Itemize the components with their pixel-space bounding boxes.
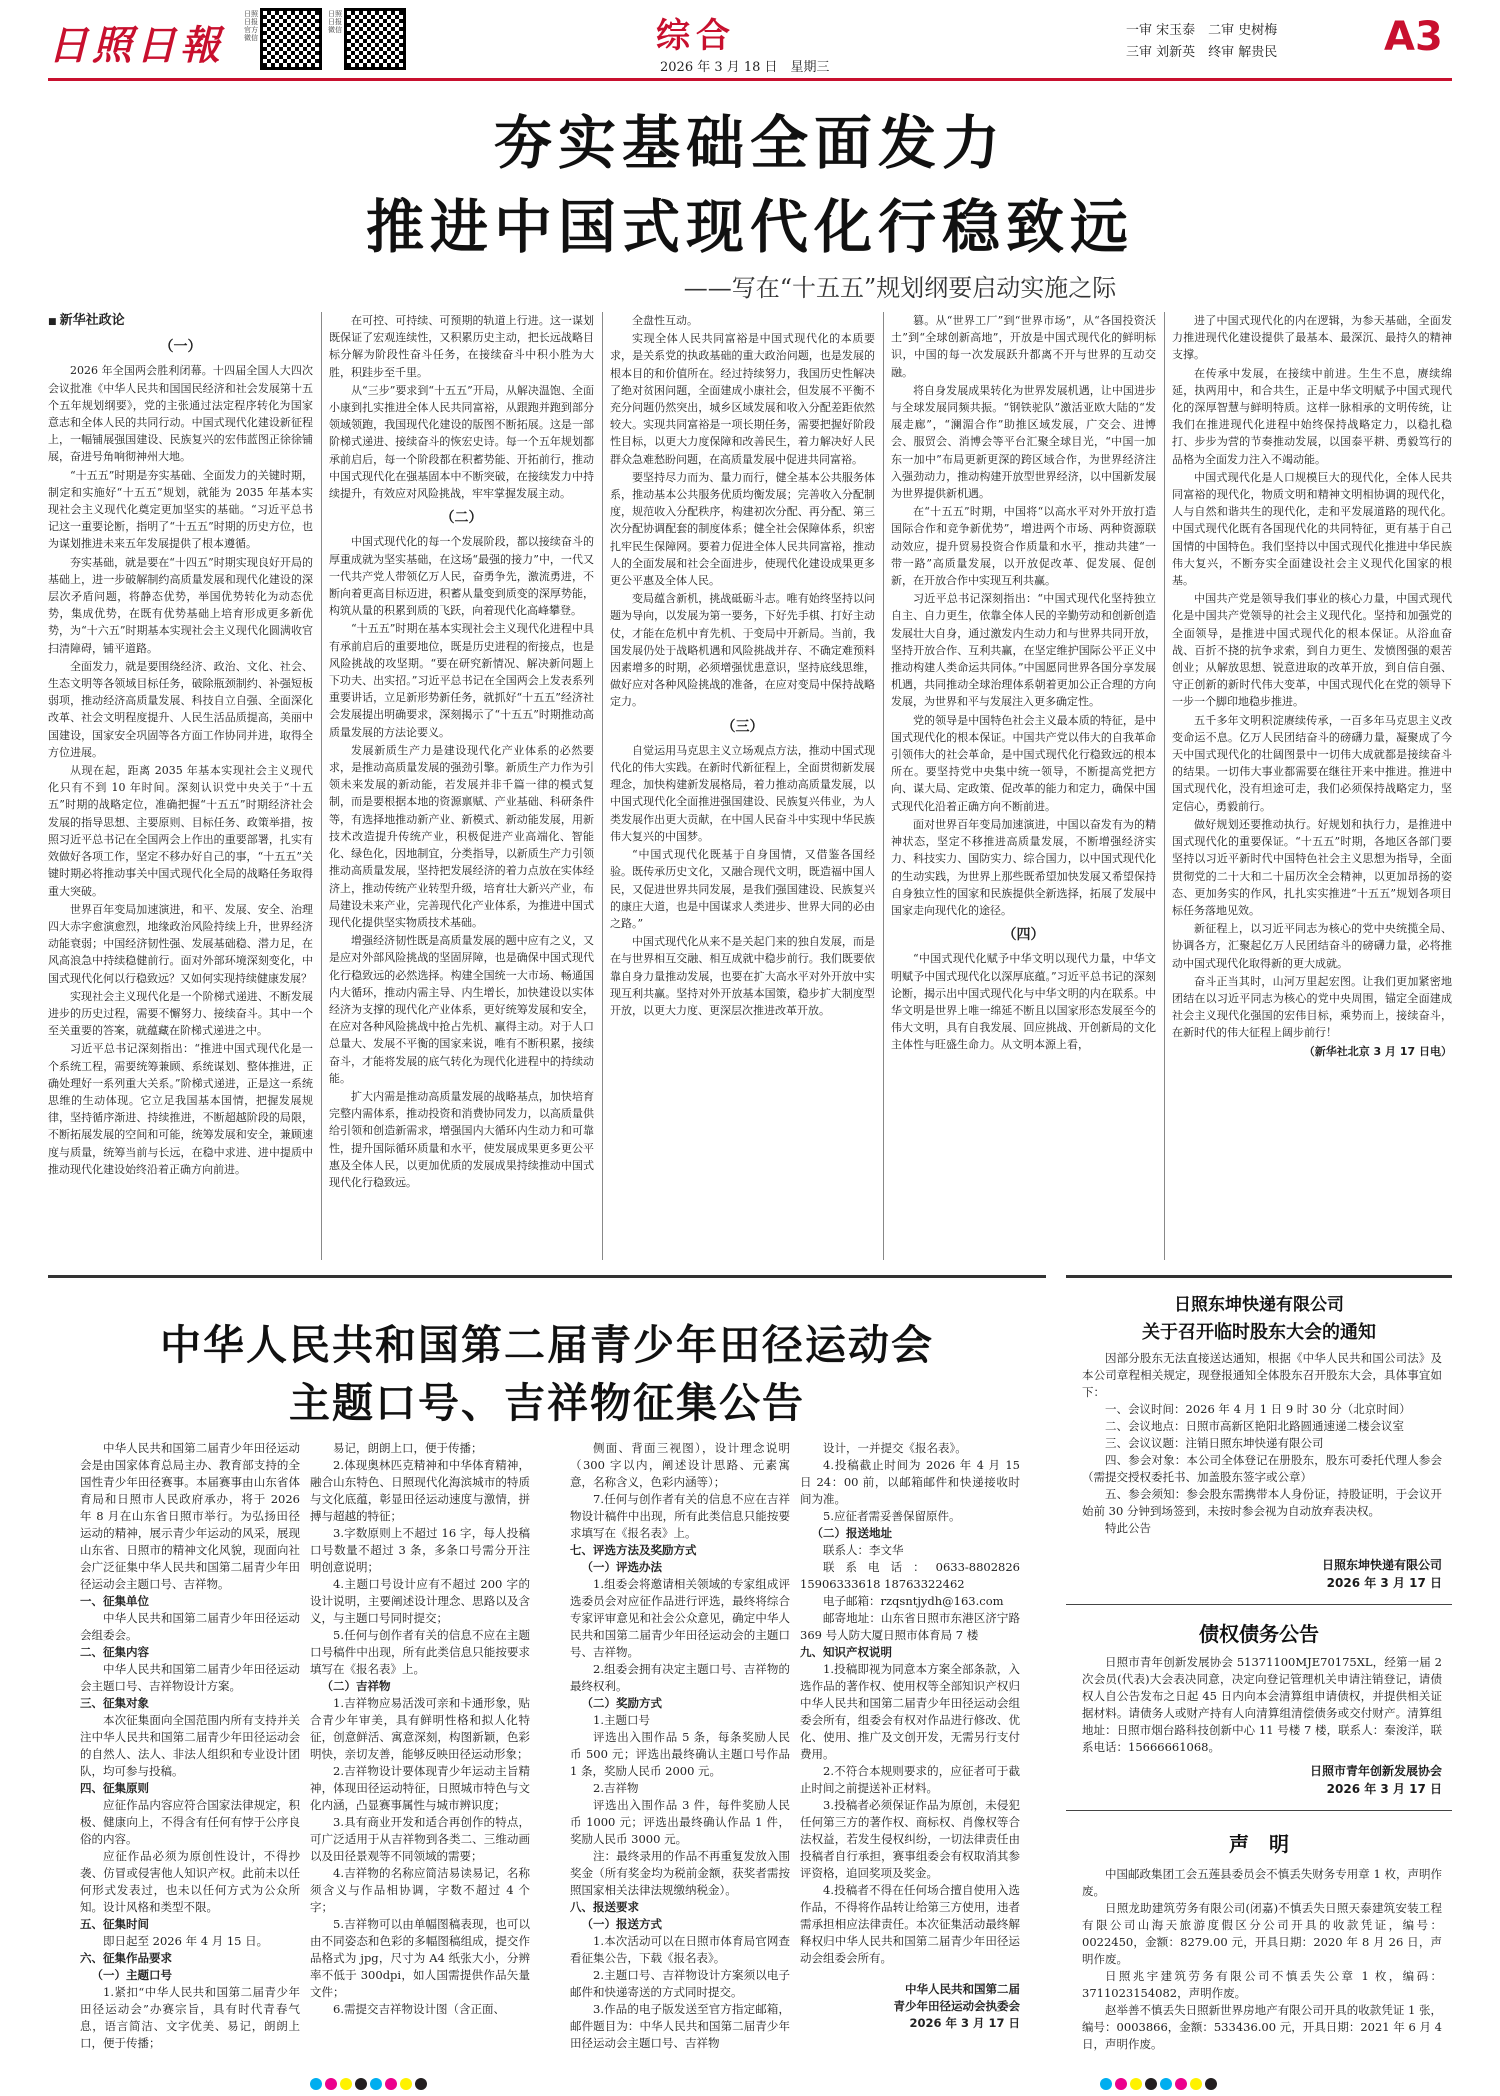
notice-paragraph: 一、会议时间：2026 年 4 月 1 日 9 时 30 分（北京时间）: [1105, 1402, 1411, 1416]
section-heading: （二）: [440, 510, 483, 527]
announcement-title: 主题口号、吉祥物征集公告: [289, 1379, 805, 1427]
notice-paragraph: 三、会议议题：注销日照东坤快递有限公司: [1105, 1436, 1324, 1450]
article-paragraph: 党的领导是中国特色社会主义最本质的特征，是中国式现代化的根本保证。中国共产党以伟大的自我革命引领伟大的社会革命，是中国式现代化行稳致远的根本所在。要坚持党中央集中统一领导，不断提高党把方向、谋大局、定政策、促改革的能力和定力，确保中国式现代化沿着正确方向不断前进。: [891, 713, 1156, 813]
announcement-paragraph: 即日起至 2026 年 4 月 15 日。: [103, 1934, 269, 1948]
signature: 日照市青年创新发展协会: [1309, 1764, 1442, 1778]
announcement-paragraph: 侧面、背面三视图），设计理念说明（300 字以内，阐述设计思路、元素寓意，名称含义，色彩内涵等）；: [570, 1441, 790, 1489]
byline: ■ 新华社政论: [48, 312, 313, 331]
editors-line: 一审 宋玉泰 二审 史树梅: [1126, 23, 1278, 38]
announcement-column: [80, 1440, 300, 2060]
announcement-heading: （二）奖励方式: [581, 1696, 662, 1710]
announcement-paragraph: 电子邮箱：rzqsntjydh@163.com: [823, 1594, 1004, 1608]
article-paragraph: 发展新质生产力是建设现代化产业体系的必然要求，是推动高质量发展的强劲引擎。新质生产力作为引领未来发展的新动能，若发展并非千篇一律的模式复制，而是要根据本地的资源禀赋、产业基础、科研条件等，有选择地推动新产业、新模式、新动能发展，用新技术改造提升传统产业，积极促进产业高端化、智能化、绿色化，因地制宜，分类指导，以新质生产力引领推动高质量发展，坚持把发展经济的着力点放在实体经济上，推动传统产业转型升级，培育壮大新兴产业，布局建设未来产业，完善现代化产业体系，为推进中国式现代化提供坚实物质技术基础。: [329, 743, 594, 929]
article-paragraph: 习近平总书记深刻指出：“中国式现代化坚持独立自主、自力更生，依靠全体人民的辛勤劳动和创新创造发展壮大自身，通过激发内生动力和与世界共同开放，坚持开放合作、互利共赢，在坚定维护国际公平正义中推动构建人类命运共同体。”中国愿同世界各国分享发展机遇，共同推动全球治理体系朝着更加公正合理的方向发展，为世界和平与发展注入更多确定性。: [891, 592, 1156, 709]
registration-dot: [1190, 2078, 1202, 2090]
announcement-paragraph: 4.吉祥物的名称应简洁易读易记，名称须含义与作品相协调，字数不超过 4 个字；: [310, 1866, 530, 1914]
announcement-heading: （二）吉祥物: [321, 1679, 391, 1693]
announcement-title: 中华人民共和国第二届青少年田径运动会: [160, 1321, 934, 1369]
announcement-paragraph: 5.任何与创作者有关的信息不应在主题口号稿件中出现，所有此类信息只能按要求填写在《报名表》上。: [310, 1628, 530, 1676]
color-registration-bar: [310, 2078, 427, 2090]
announcement-heading: 七、评选方法及奖励方式: [570, 1543, 697, 1557]
article-paragraph: 从现在起，距离 2035 年基本实现社会主义现代化只有不到 10 年时间。深刻认识党中央关于“十五五”时期的战略定位，准确把握“十五五”时期经济社会发展的指导思想、主要原则、目标任务、政策举措，按照习近平总书记在全国两会上作出的重要部署，扎实有效做好各项工作，坚定不移办好自己的事，“十五五”关键时期必将推动事关中国式现代化全局的战略任务取得重大突破。: [48, 764, 313, 898]
newspaper-logo: 日照日報: [48, 22, 224, 69]
registration-dot: [340, 2078, 352, 2090]
article-paragraph: 在传承中发展，在接续中前进。生生不息，赓续绵延，执两用中，和合共生，正是中华文明赋予中国式现代化的深厚智慧与鲜明特质。这样一脉相承的文明传统，让我们在推进现代化进程中始终保持战略定力，以稳扎稳打、步步为营的节奏推动发展，以国泰平耕、勇毅笃行的品格为全面发力注入不竭动能。: [1172, 366, 1452, 466]
article-paragraph: “十五五”时期是夯实基础、全面发力的关键时期，制定和实施好“十五五”规划，就能为 2035 年基本实现社会主义现代化奠定更加坚实的基础。“习近平总书记这一重要论断，指明了“十五五”时期的历史方位，也为谋划推进未来五年发展提供了根本遵循。: [48, 468, 313, 551]
announcement-column: [800, 1440, 1020, 2060]
announcement-paragraph: 易记，朗朗上口，便于传播；: [333, 1441, 483, 1455]
section-name: 综合: [656, 16, 736, 56]
signature: 中华人民共和国第二届: [905, 1982, 1020, 1996]
announcement-paragraph: 2.体现奥林匹克精神和中华体育精神，融合山东特色、日照现代化海滨城市的特质与文化底蕴，彰显田径运动速度与激情，拼搏与超越的特征；: [310, 1458, 530, 1523]
article-paragraph: 中国式现代化是人口规模巨大的现代化，全体人民共同富裕的现代化，物质文明和精神文明相协调的现代化，人与自然和谐共生的现代化，走和平发展道路的现代化。中国式现代化既有各国现代化的共同特征，更有基于自己国情的中国特色。我们坚持以中国式现代化推进中华民族伟大复兴，不断夯实全面建设社会主义现代化国家的根基。: [1172, 470, 1452, 588]
signature-date: 2026 年 3 月 17 日: [1326, 1782, 1442, 1796]
article-paragraph: 从“三步”要求到“十五五”开局，从解决温饱、全面小康到扎实推进全体人民共同富裕，从跟跑并跑到部分领域领跑，我国现代化建设的版图不断拓展。这是一部阶梯式递进、接续奋斗的恢宏史诗。每一个五年规划都承前启后，每一个阶段都在积蓄势能、开拓前行，推动中国式现代化在强基固本中不断突破，在接续发力中持续提升，有效应对风险挑战，牢牢掌握发展主动。: [329, 383, 594, 501]
color-registration-bar: [1100, 2078, 1217, 2090]
announcement-paragraph: 1.主题口号: [593, 1713, 650, 1727]
registration-dot: [1205, 2078, 1217, 2090]
article-paragraph: 奋斗正当其时，山河万里起宏图。让我们更加紧密地团结在以习近平同志为核心的党中央周围，锚定全面建成社会主义现代化强国的宏伟目标，乘势而上，接续奋斗，在新时代的伟大征程上阔步前行！: [1172, 974, 1452, 1040]
announcement-paragraph: 2.吉祥物设计要体现青少年运动主旨精神，体现田径运动特征，日照城市特色与文化内涵，凸显赛事属性与城市辨识度；: [310, 1764, 530, 1812]
announcement-paragraph: 3.字数原则上不超过 16 字，每人投稿口号数量不超过 3 条，多条口号需分开注明创意说明；: [310, 1526, 530, 1574]
announcement-column: [310, 1440, 530, 2060]
article-paragraph: 将自身发展成果转化为世界发展机遇，让中国进步与全球发展同频共振。“钢铁驼队”激活亚欧大陆的“发展走廊”，“澜湄合作”助推区域发展，广交会、进博会、服贸会、消博会等平台汇聚全球目光，“中国一加东一加中”布局更新更深的跨区域合作，为世界经济注入强劲动力，推动构建开放型世界经济，以中国新发展为世界提供新机遇。: [891, 383, 1156, 501]
announcement-heading: （一）主题口号: [91, 1968, 172, 1982]
notice-paragraph: 特此公告: [1105, 1521, 1151, 1535]
notice-paragraph: 赵举善不慎丢失日照新世界房地产有限公司开具的收款凭证 1 张，编号：0003866，金额：533436.00 元，开具日期：2021 年 6 月 4 日，声明作废。: [1082, 2003, 1442, 2051]
section-heading: （四）: [1002, 927, 1045, 944]
announcement-paragraph: 2.主题口号、吉祥物设计方案须以电子邮件和快递寄送的方式同时提交。: [570, 1968, 790, 1999]
notice-body: [1082, 1866, 1442, 2066]
announcement-paragraph: 评选出入围作品 3 件，每件奖励人民币 1000 元；评选出最终确认作品 1 件，奖励人民币 3000 元。: [570, 1798, 790, 1846]
article-subtitle: ——写在“十五五”规划纲要启动实施之际: [683, 274, 1117, 302]
section-heading: （三）: [721, 718, 764, 735]
notice-company: 日照东坤快递有限公司: [1174, 1295, 1344, 1315]
announcement-paragraph: 4.投稿者不得在任何场合擅自使用入选作品，不得将作品转让给第三方使用，违者需承担相应法律责任。本次征集活动最终解释权归中华人民共和国第二届青少年田径运动会组委会所有。: [800, 1883, 1020, 1965]
announcement-heading: 八、报送要求: [570, 1900, 639, 1914]
notice-title: 债权债务公告: [1199, 1622, 1319, 1646]
announcement-paragraph: 设计，一并提交《报名表》。: [823, 1441, 967, 1455]
announcement-heading: （一）报送方式: [581, 1917, 662, 1931]
article-paragraph: 增强经济韧性既是高质量发展的题中应有之义，又是应对外部风险挑战的坚固屏障，也是确保中国式现代化行稳致远的必然选择。构建全国统一大市场、畅通国内大循环，推动内需主导、内生增长，加快建设以实体经济为支撑的现代化产业体系，更好统筹发展和安全，在应对各种风险挑战中抢占先机、赢得主动。对于人口总量大、发展不平衡的国家来说，唯有不断积累，接续奋斗，才能将发展的底气转化为现代化进程中的持续动能。: [329, 934, 594, 1085]
article-paragraph: “十五五”时期在基本实现社会主义现代化进程中具有承前启后的重要地位，既是历史进程的衔接点，也是风险挑战的攻坚期。“要在研究新情况、解决新问题上下功夫、出实招。”习近平总书记在全国两会上发表系列重要讲话，立足新形势新任务，就抓好“十五五”经济社会发展提出明确要求，深刻揭示了“十五五”时期推动高质量发展的方法论要义。: [329, 622, 594, 739]
column-divider: [1164, 312, 1165, 1260]
announcement-paragraph: 1.吉祥物应易活泼可亲和卡通形象，贴合青少年审美，具有鲜明性格和拟人化特征，创意鲜活、寓意深刻，构图新颖，色彩明快，亲切友善，能够反映田径运动形象；: [310, 1696, 530, 1761]
announcement-paragraph: 联系电话：0633-8802826 15906333618 18763322462: [800, 1560, 1020, 1591]
article-paragraph: 要坚持尽力而为、量力而行，健全基本公共服务体系，推动基本公共服务优质均衡发展；完善收入分配制度，规范收入分配秩序，构建初次分配、再分配、第三次分配协调配套的制度体系；健全社会保障体系，织密扎牢民生保障网。要着力促进全体人民共同富裕，推动人的全面发展和社会全面进步，使现代化建设成果更多更公平惠及全体人民。: [610, 470, 875, 588]
article-paragraph: “中国式现代化赋予中华文明以现代力量，中华文明赋予中国式现代化以深厚底蕴。”习近平总书记的深刻论断，揭示出中国式现代化与中华文明的内在联系。中华文明是世界上唯一绵延不断且以国家形态发展至今的伟大文明，具有自我发展、回应挑战、开创新局的文化主体性与旺盛生命力。从文明本源上看，: [891, 952, 1156, 1052]
notice-signature: [1082, 1556, 1442, 1592]
notice-paragraph: 日照兆宇建筑劳务有限公司不慎丢失公章 1 枚，编码：3711023154082，声明作废。: [1082, 1969, 1442, 2000]
notice-signature: [1082, 1762, 1442, 1798]
article-paragraph: 篡。从“世界工厂”到“世界市场”，从“各国投资沃土”到“全球创新高地”，开放是中国式现代化的鲜明标识，中国的每一次发展跃升都离不开与世界的互动交融。: [891, 314, 1156, 379]
article-column: [48, 312, 313, 1260]
qr2-caption: 日照日报微信: [328, 10, 342, 34]
masthead: [0, 0, 1500, 80]
article-paragraph: 面对世界百年变局加速演进，中国以奋发有为的精神状态，坚定不移推进高质量发展，不断增强经济实力、科技实力、国防实力、综合国力，以中国式现代化的生动实践，为世界上那些既希望加快发展又希望保持自身独立性的国家和民族提供全新选择，拓展了发展中国家走向现代化的途径。: [891, 817, 1156, 917]
notice-paragraph: 中国邮政集团工会五莲县委员会不慎丢失财务专用章 1 枚，声明作废。: [1082, 1867, 1442, 1898]
article-paragraph: 习近平总书记深刻指出：“推进中国式现代化是一个系统工程，需要统筹兼顾、系统谋划、整体推进，正确处理好一系列重大关系。”阶梯式递进，正是这一系统思维的生动体现。它立足我国基本国情，把握发展规律，坚持循序渐进、持续推进，不断超越阶段的局限，不断拓展发展的空间和可能，统筹发展和安全，兼顾速度与质量，统筹当前与长远，在稳中求进、进中提质中推动现代化建设始终沿着正确方向前进。: [48, 1042, 313, 1176]
article-paragraph: 自觉运用马克思主义立场观点方法，推动中国式现代化的伟大实践。在新时代新征程上，全面贯彻新发展理念，加快构建新发展格局，着力推动高质量发展，以中国式现代化全面推进强国建设、民族复兴伟业，为人类发展作出更大贡献，在中国人民奋斗中实现中华民族伟大复兴的中国梦。: [610, 743, 875, 843]
article-paragraph: 新征程上，以习近平同志为核心的党中央统揽全局、协调各方，汇聚起亿万人民团结奋斗的磅礴力量，必将推动中国式现代化取得新的更大成就。: [1172, 922, 1452, 970]
announcement-paragraph: 6.需提交吉祥物设计图（含正面、: [333, 2002, 505, 2016]
registration-dot: [415, 2078, 427, 2090]
signature: 青少年田径运动会执委会: [893, 1999, 1020, 2013]
registration-dot: [1130, 2078, 1142, 2090]
editors-credit: [1126, 20, 1277, 64]
article-column: [610, 312, 875, 1260]
notice-divider: [1066, 1810, 1452, 1811]
headline-line: 推进中国式现代化行稳致远: [365, 193, 1134, 261]
announcement-paragraph: 应征作品内容应符合国家法律规定，积极、健康向上，不得含有任何有悖于公序良俗的内容。: [80, 1798, 300, 1846]
registration-dot: [1100, 2078, 1112, 2090]
qr-code-icon[interactable]: [344, 8, 406, 70]
signature-date: 2026 年 3 月 17 日: [1326, 1576, 1442, 1590]
announcement-heading: 二、征集内容: [80, 1645, 149, 1659]
registration-dot: [355, 2078, 367, 2090]
article-paragraph: 中国式现代化从来不是关起门来的独自发展，而是在与世界相互交融、相互成就中稳步前行。我们既要依靠自身力量推动发展，也要在扩大高水平对外开放中实现互利共赢。坚持对外开放基本国策，稳步扩大制度型开放，以更大力度、更深层次推进改革开放。: [610, 935, 875, 1017]
notice-paragraph: 四、参会对象：本公司全体登记在册股东，股东可委托代理人参会（需提交授权委托书、加盖股东签字或公章）: [1082, 1453, 1442, 1484]
notice-paragraph: 二、会议地点：日照市高新区艳阳北路圆通速递二楼会议室: [1105, 1419, 1404, 1433]
article-paragraph: 全盘性互动。: [632, 314, 698, 327]
announcement-paragraph: 3.投稿者必须保证作品为原创，未侵犯任何第三方的著作权、商标权、肖像权等合法权益，若发生侵权纠纷，一切法律责任由投稿者自行承担，赛事组委会有权取消其参评资格，追回奖项及奖金。: [800, 1798, 1020, 1880]
article-paragraph: 进了中国式现代化的内在逻辑，为参天基础，全面发力推进现代化建设提供了最基本、最深沉、最持久的精神支撑。: [1172, 314, 1452, 362]
article-paragraph: 在“十五五”时期，中国将“以高水平对外开放打造国际合作和竞争新优势”，增进两个市场、两种资源联动效应，提升贸易投资合作质量和水平，推动共建“一带一路”高质量发展，以开放促改革、促发展、促创新，在开放合作中实现互利共赢。: [891, 505, 1156, 588]
announcement-paragraph: 4.主题口号设计应有不超过 200 字的设计说明，主要阐述设计理念、思路以及含义，与主题口号同时提交；: [310, 1577, 530, 1625]
announcement-paragraph: 1.紧扣“中华人民共和国第二届青少年田径运动会”办赛宗旨，具有时代青春气息，语言简洁、文字优美、易记，朗朗上口，便于传播；: [80, 1985, 300, 2050]
article-paragraph: 实现社会主义现代化是一个阶梯式递进、不断发展进步的历史过程，需要不懈努力、接续奋斗。其中一个至关重要的答案，就蕴藏在阶梯式递进之中。: [48, 989, 313, 1038]
announcement-paragraph: 4.投稿截止时间为 2026 年 4 月 15 日 24：00 前，以邮箱邮件和快递接收时间为准。: [800, 1458, 1020, 1506]
notice-divider: [1066, 1604, 1452, 1605]
announcement-heading: 六、征集作品要求: [80, 1951, 172, 1965]
article-paragraph: 实现全体人民共同富裕是中国式现代化的本质要求，是关系党的执政基础的重大政治问题，也是发展的根本目的和价值所在。经过持续努力，我国历史性解决了绝对贫困问题，全面建成小康社会，但发展不平衡不充分问题仍然突出，城乡区域发展和收入分配差距依然较大。实现共同富裕是一项长期任务，需要把握好阶段性目标，以更大力度保障和改善民生，着力解决好人民群众急难愁盼问题，在高质量发展中促进共同富裕。: [610, 332, 875, 466]
announcement-paragraph: 应征作品必须为原创性设计，不得抄袭、仿冒或侵害他人知识产权。此前未以任何形式发表过，也未以任何方式为公众所知。设计风格和类型不限。: [80, 1849, 300, 1914]
article-paragraph: 全面发力，就是要围绕经济、政治、文化、社会、生态文明等各领域目标任务，破除瓶颈制约、补强短板弱项，推动经济高质量发展、科技自立自强、全面深化改革、社会文明程度提升、人民生活品质提高，美丽中国建设，国家安全巩固等各方面工作协同并进，取得全方位进展。: [48, 659, 313, 759]
notice-body: [1082, 1350, 1442, 1550]
announcement-paragraph: 中华人民共和国第二届青少年田径运动会是由国家体育总局主办、教育部支持的全国性青少年田径赛事。本届赛事由山东省体育局和日照市人民政府承办，将于 2026 年 8 月在山东省日照市举行。为弘扬田径运动的精神，展示青少年运动的风采，展现山东省、日照市的精神文化风貌，现面向社会广泛征集中华人民共和国第二届青少年田径运动会主题口号、吉祥物。: [80, 1441, 300, 1591]
qr-code-icon[interactable]: [260, 8, 322, 70]
announcement-paragraph: 1.本次活动可以在日照市体育局官网查看征集公告，下载《报名表》。: [570, 1934, 790, 1965]
announcement-heading: （一）评选办法: [581, 1560, 662, 1574]
notice-title: 声 明: [1229, 1832, 1289, 1856]
notice-paragraph: 五、参会须知：参会股东需携带本人身份证，持股证明，于会议开始前 30 分钟到场签到，未按时参会视为自动放弃表决权。: [1082, 1487, 1442, 1518]
headline-line: 夯实基础全面发力: [493, 109, 1006, 177]
registration-dot: [370, 2078, 382, 2090]
qr1-caption: 日照日报官方微信: [244, 10, 258, 42]
signature-date: 2026 年 3 月 17 日: [909, 2016, 1020, 2030]
section-heading: （一）: [159, 339, 202, 356]
column-divider: [321, 312, 322, 1260]
article-paragraph: 夯实基础，就是要在“十四五”时期实现良好开局的基础上，进一步破解制约高质量发展和现代化建设的深层次矛盾问题，将静态优势，举国优势转化为动态优势，集成优势，在既有优势基础上培育形成更多新优势，为“十六五”时期基本实现社会主义现代化圆满收官扫清障碍，铺平道路。: [48, 555, 313, 655]
announcement-paragraph: 2.吉祥物: [593, 1781, 639, 1795]
registration-dot: [1175, 2078, 1187, 2090]
announcement-paragraph: 2.组委会拥有决定主题口号、吉祥物的最终权利。: [570, 1662, 790, 1693]
announcement-paragraph: 本次征集面向全国范围内所有支持并关注中华人民共和国第二届青少年田径运动会的自然人、法人、非法人组织和专业设计团队，均可参与投稿。: [80, 1713, 300, 1778]
issue-date: 2026 年 3 月 18 日 星期三: [660, 60, 830, 75]
announcement-paragraph: 1.投稿即视为同意本方案全部条款，入选作品的著作权、使用权等全部知识产权归中华人民共和国第二届青少年田径运动会组委会所有，组委会有权对作品进行修改、优化、使用、推广及文创开发，无需另行支付费用。: [800, 1662, 1020, 1761]
article-column: [1172, 312, 1452, 1260]
announcement-paragraph: 注：最终录用的作品不再重复发放入围奖金（所有奖金均为税前金额，获奖者需按照国家相关法律法规缴纳税金）。: [570, 1849, 790, 1897]
registration-dot: [1160, 2078, 1172, 2090]
article-paragraph: “中国式现代化既基于自身国情，又借鉴各国经验。既传承历史文化，又融合现代文明，既造福中国人民，又促进世界共同发展，是我们强国建设、民族复兴的康庄大道，也是中国谋求人类进步、世界大同的必由之路。”: [610, 848, 875, 930]
article-paragraph: 在可控、可持续、可预期的轨道上行进。这一谋划既保证了宏观连续性，又积累历史主动，把长远战略目标分解为阶段性奋斗任务，在接续奋斗中积小胜为大胜，积跬步至千里。: [329, 314, 594, 379]
announcement-column: [570, 1440, 790, 2060]
registration-dot: [325, 2078, 337, 2090]
announcement-paragraph: 邮寄地址：山东省日照市东港区济宁路 369 号人防大厦日照市体育局 7 楼: [800, 1611, 1020, 1642]
masthead-divider: [48, 78, 1452, 81]
announcement-heading: 一、征集单位: [80, 1594, 149, 1608]
announcement-paragraph: 联系人：李文华: [823, 1543, 904, 1557]
announcement-paragraph: 3.作品的电子版发送至官方指定邮箱，邮件题目为：中华人民共和国第二届青少年田径运动会主题口号、吉祥物: [570, 2002, 790, 2050]
announcement-heading: 四、征集原则: [80, 1781, 149, 1795]
notice-paragraph: 日照市青年创新发展协会 51371100MJE70175XL，经第一届 2 次会员(代表)大会表决同意，决定向登记管理机关申请注销登记，请债权人自公告发布之日起 45 日内向本会清算组申请债权，并提供相关证据材料。请债务人或财产持有人向清算组清偿债务或交付财产。清算组地址：日照市烟台路科技创新中心 11 号楼 7 楼，联系人：秦浚洋，联系电话：15666661068。: [1082, 1655, 1442, 1754]
page-number: A3: [1384, 14, 1443, 60]
notice-title: 关于召开临时股东大会的通知: [1142, 1322, 1376, 1343]
article-paragraph: 做好规划还要推动执行。好规划和执行力，是推进中国式现代化的重要保证。“十五五”时期，各地区各部门要坚持以习近平新时代中国特色社会主义思想为指导，全面贯彻党的二十大和二十届历次全会精神，以更加昂扬的姿态、更加务实的作风，扎扎实实推进“十五五”规划各项目标任务落地见效。: [1172, 817, 1452, 917]
editors-line: 三审 刘新英 终审 解贵民: [1126, 45, 1278, 60]
announcement-paragraph: 中华人民共和国第二届青少年田径运动会组委会。: [80, 1611, 300, 1642]
signature: 日照东坤快递有限公司: [1321, 1558, 1442, 1572]
article-paragraph: 2026 年全国两会胜利闭幕。十四届全国人大四次会议批准《中华人民共和国国民经济和社会发展第十五个五年规划纲要》，党的主张通过法定程序转化为国家意志和全体人民的共同行动。中国式现代化建设新征程上，一幅铺展强国建设、民族复兴的宏伟蓝图正徐徐铺展，奋进号角响彻神州大地。: [48, 364, 313, 464]
registration-dot: [1115, 2078, 1127, 2090]
notice-frame: [1066, 1275, 1452, 1278]
notice-body: [1082, 1654, 1442, 1759]
announcement-heading: 五、征集时间: [80, 1917, 149, 1931]
announcement-paragraph: 评选出入围作品 5 条，每条奖励人民币 500 元；评选出最终确认主题口号作品 1 条，奖励人民币 2000 元。: [570, 1730, 790, 1778]
announcement-heading: 九、知识产权说明: [800, 1645, 892, 1659]
article-paragraph: 中国共产党是领导我们事业的核心力量，中国式现代化是中国共产党领导的社会主义现代化。坚持和加强党的全面领导，是推进中国式现代化的根本保证。从浴血奋战、百折不挠的抗争求索，到自力更生、发愤图强的艰苦创业；从解放思想、锐意进取的改革开放，到自信自强、守正创新的新时代伟大变革，中国式现代化在党的领导下一步一个脚印地稳步推进。: [1172, 592, 1452, 709]
registration-dot: [1145, 2078, 1157, 2090]
announcement-paragraph: 5.吉祥物可以由单幅图稿表现，也可以由不同姿态和色彩的多幅图稿组成，提交作品格式为 jpg，尺寸为 A4 纸张大小，分辨率不低于 300dpi，如人国需提供作品矢量文件；: [310, 1917, 530, 1999]
registration-dot: [310, 2078, 322, 2090]
announcement-paragraph: 5.应征者需妥善保留原件。: [823, 1509, 961, 1523]
notice-paragraph: 日照龙助建筑劳务有限公司(闭嘉)不慎丢失日照天泰建筑安装工程有限公司山海天旅游度假区分公司开具的收款凭证，编号：0022450，金额：8279.00 元，开具日期：2020 年 8 月 26 日，声明作废。: [1082, 1901, 1442, 1966]
dateline: （新华社北京 3 月 17 日电）: [1303, 1044, 1452, 1058]
article-paragraph: 中国式现代化的每一个发展阶段，都以接续奋斗的厚重成就为坚实基础，在这场“最强的接力”中，一代又一代共产党人带领亿万人民，奋勇争先，激流勇进，不断向着更高目标迈进，积蓄从量变到质变的深厚势能，构筑从量的积累到质的飞跃，向着现代化高峰攀登。: [329, 535, 594, 618]
article-column: [891, 312, 1156, 1260]
announcement-paragraph: 中华人民共和国第二届青少年田径运动会主题口号、吉祥物设计方案。: [80, 1662, 300, 1693]
column-divider: [883, 312, 884, 1260]
registration-dot: [385, 2078, 397, 2090]
article-paragraph: 扩大内需是推动高质量发展的战略基点，加快培育完整内需体系，推动投资和消费协同发力，以高质量供给引领和创造新需求，增强国内大循环内生动力和可靠性，提升国际循环质量和水平，使发展成果更多更公平惠及全体人民，以更加优质的发展成果持续推动中国式现代化行稳致远。: [329, 1089, 594, 1189]
announcement-paragraph: 7.任何与创作者有关的信息不应在吉祥物设计稿件中出现，所有此类信息只能按要求填写在《报名表》上。: [570, 1492, 790, 1540]
article-paragraph: 世界百年变局加速演进，和平、发展、安全、治理四大赤字愈演愈烈，地缘政治风险持续上升，世界经济动能衰弱；中国经济韧性强、发展基础稳、潜力足，在风高浪急中持续稳健前行。面对外部环境深刻变化，中国式现代化何以行稳致远？又如何实现持续健康发展？: [48, 902, 313, 985]
announcement-heading: （二）报送地址: [811, 1526, 892, 1540]
notice-paragraph: 因部分股东无法直接送达通知，根据《中华人民共和国公司法》及本公司章程相关规定，现登报通知全体股东召开股东大会，具体事宜如下：: [1082, 1351, 1442, 1399]
article-column: [329, 312, 594, 1260]
article-paragraph: 变局蕴含新机，挑战砥砺斗志。唯有始终坚持以问题为导向，以发展为第一要务，下好先手棋、打好主动仗，才能在危机中育先机、于变局中开新局。当前，我国发展仍处于战略机遇和风险挑战并存、不确定难预料因素增多的时期，必须增强忧患意识，坚持底线思维，做好应对各种风险挑战的准备，在应对变局中保持战略定力。: [610, 592, 875, 709]
column-divider: [602, 312, 603, 1260]
announcement-paragraph: 2.不符合本规则要求的，应征者可于截止时间之前提送补正材料。: [800, 1764, 1020, 1795]
announcement-heading: 三、征集对象: [80, 1696, 149, 1710]
announcement-paragraph: 3.具有商业开发和适合再创作的特点，可广泛适用于从吉祥物到各类二、三维动画以及田径景观等不同领域的需要；: [310, 1815, 530, 1863]
article-paragraph: 五千多年文明积淀赓续传承，一百多年马克思主义改变命运不息。亿万人民团结奋斗的磅礴力量，凝聚成了今天中国式现代化的壮阔图景中一切伟大成就都是接续奋斗的结果。一切伟大事业都需要在继往开来中推进。推进中国式现代化，没有坦途可走，我们必须保持战略定力，坚定信心，勇毅前行。: [1172, 713, 1452, 813]
registration-dot: [400, 2078, 412, 2090]
announcement-paragraph: 1.组委会将邀请相关领域的专家组成评选委员会对应征作品进行评选，最终将综合专家评审意见和社会公众意见，确定中华人民共和国第二届青少年田径运动会的主题口号、吉祥物。: [570, 1577, 790, 1659]
